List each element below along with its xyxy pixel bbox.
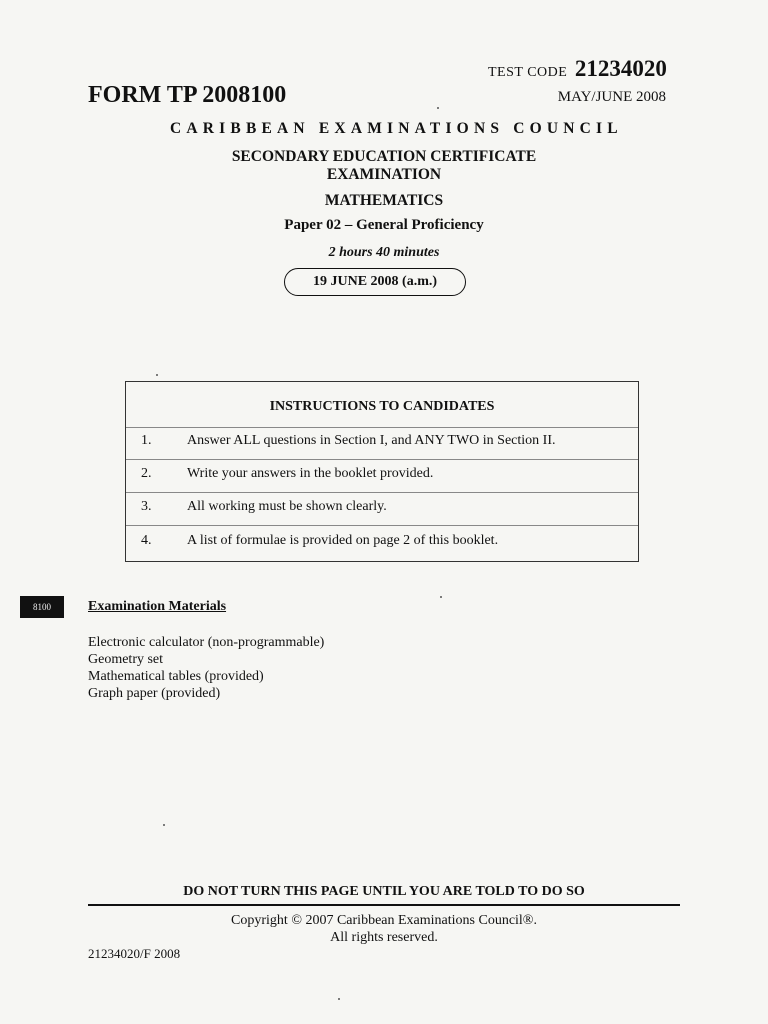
scan-speck: [156, 374, 158, 376]
material-item: Geometry set: [88, 652, 164, 667]
instruction-number: 2.: [141, 466, 152, 481]
examination-title: EXAMINATION: [326, 166, 442, 183]
exam-date-oval: [284, 268, 466, 296]
instruction-item: [126, 499, 638, 519]
instruction-item: [126, 466, 638, 486]
materials-list: [88, 634, 324, 702]
scan-speck: [437, 107, 439, 109]
council-name: CARIBBEAN EXAMINATIONS COUNCIL: [170, 120, 623, 137]
paper-code: 21234020/F 2008: [88, 946, 181, 961]
do-not-turn-warning: DO NOT TURN THIS PAGE UNTIL YOU ARE TOLD TO DO SO: [183, 884, 585, 899]
instruction-item: [126, 433, 638, 453]
material-item: Electronic calculator (non-programmable): [88, 635, 325, 650]
instructions-title: INSTRUCTIONS TO CANDIDATES: [269, 399, 495, 414]
instruction-text: Answer ALL questions in Section I, and ANY TWO in Section II.: [187, 433, 556, 448]
instruction-text: All working must be shown clearly.: [187, 499, 387, 514]
material-item: Mathematical tables (provided): [88, 669, 264, 684]
rights-reserved: All rights reserved.: [330, 930, 438, 945]
exam-date: 19 JUNE 2008 (a.m.): [312, 274, 438, 289]
test-code: [488, 56, 667, 82]
instruction-item: [126, 533, 638, 553]
instructions-divider: [126, 427, 638, 428]
test-code-label: TEST CODE: [488, 65, 568, 80]
paper-title: Paper 02 – General Proficiency: [284, 217, 484, 233]
instruction-number: 4.: [141, 533, 152, 548]
subject-title: MATHEMATICS: [324, 192, 444, 209]
instruction-text: A list of formulae is provided on page 2 of this booklet.: [187, 533, 499, 548]
exam-session: MAY/JUNE 2008: [557, 89, 666, 105]
test-code-number: 21234020: [574, 56, 667, 81]
scan-speck: [163, 824, 165, 826]
materials-heading: Examination Materials: [88, 599, 227, 614]
instructions-box: [125, 381, 639, 562]
certificate-title: SECONDARY EDUCATION CERTIFICATE: [231, 148, 537, 165]
material-item: Graph paper (provided): [88, 686, 221, 701]
exam-duration: 2 hours 40 minutes: [328, 245, 440, 260]
footer-rule: [88, 904, 680, 906]
form-number: FORM TP 2008100: [88, 82, 287, 108]
instruction-number: 1.: [141, 433, 152, 448]
scan-speck: [338, 998, 340, 1000]
instructions-divider: [126, 525, 638, 526]
side-tab-label: 8100: [33, 602, 51, 612]
instructions-divider: [126, 459, 638, 460]
scan-speck: [440, 596, 442, 598]
copyright-notice: Copyright © 2007 Caribbean Examinations Council®.: [231, 913, 537, 928]
instruction-text: Write your answers in the booklet provided.: [187, 466, 434, 481]
side-tab-marker: [20, 596, 64, 618]
instruction-number: 3.: [141, 499, 152, 514]
instructions-divider: [126, 492, 638, 493]
